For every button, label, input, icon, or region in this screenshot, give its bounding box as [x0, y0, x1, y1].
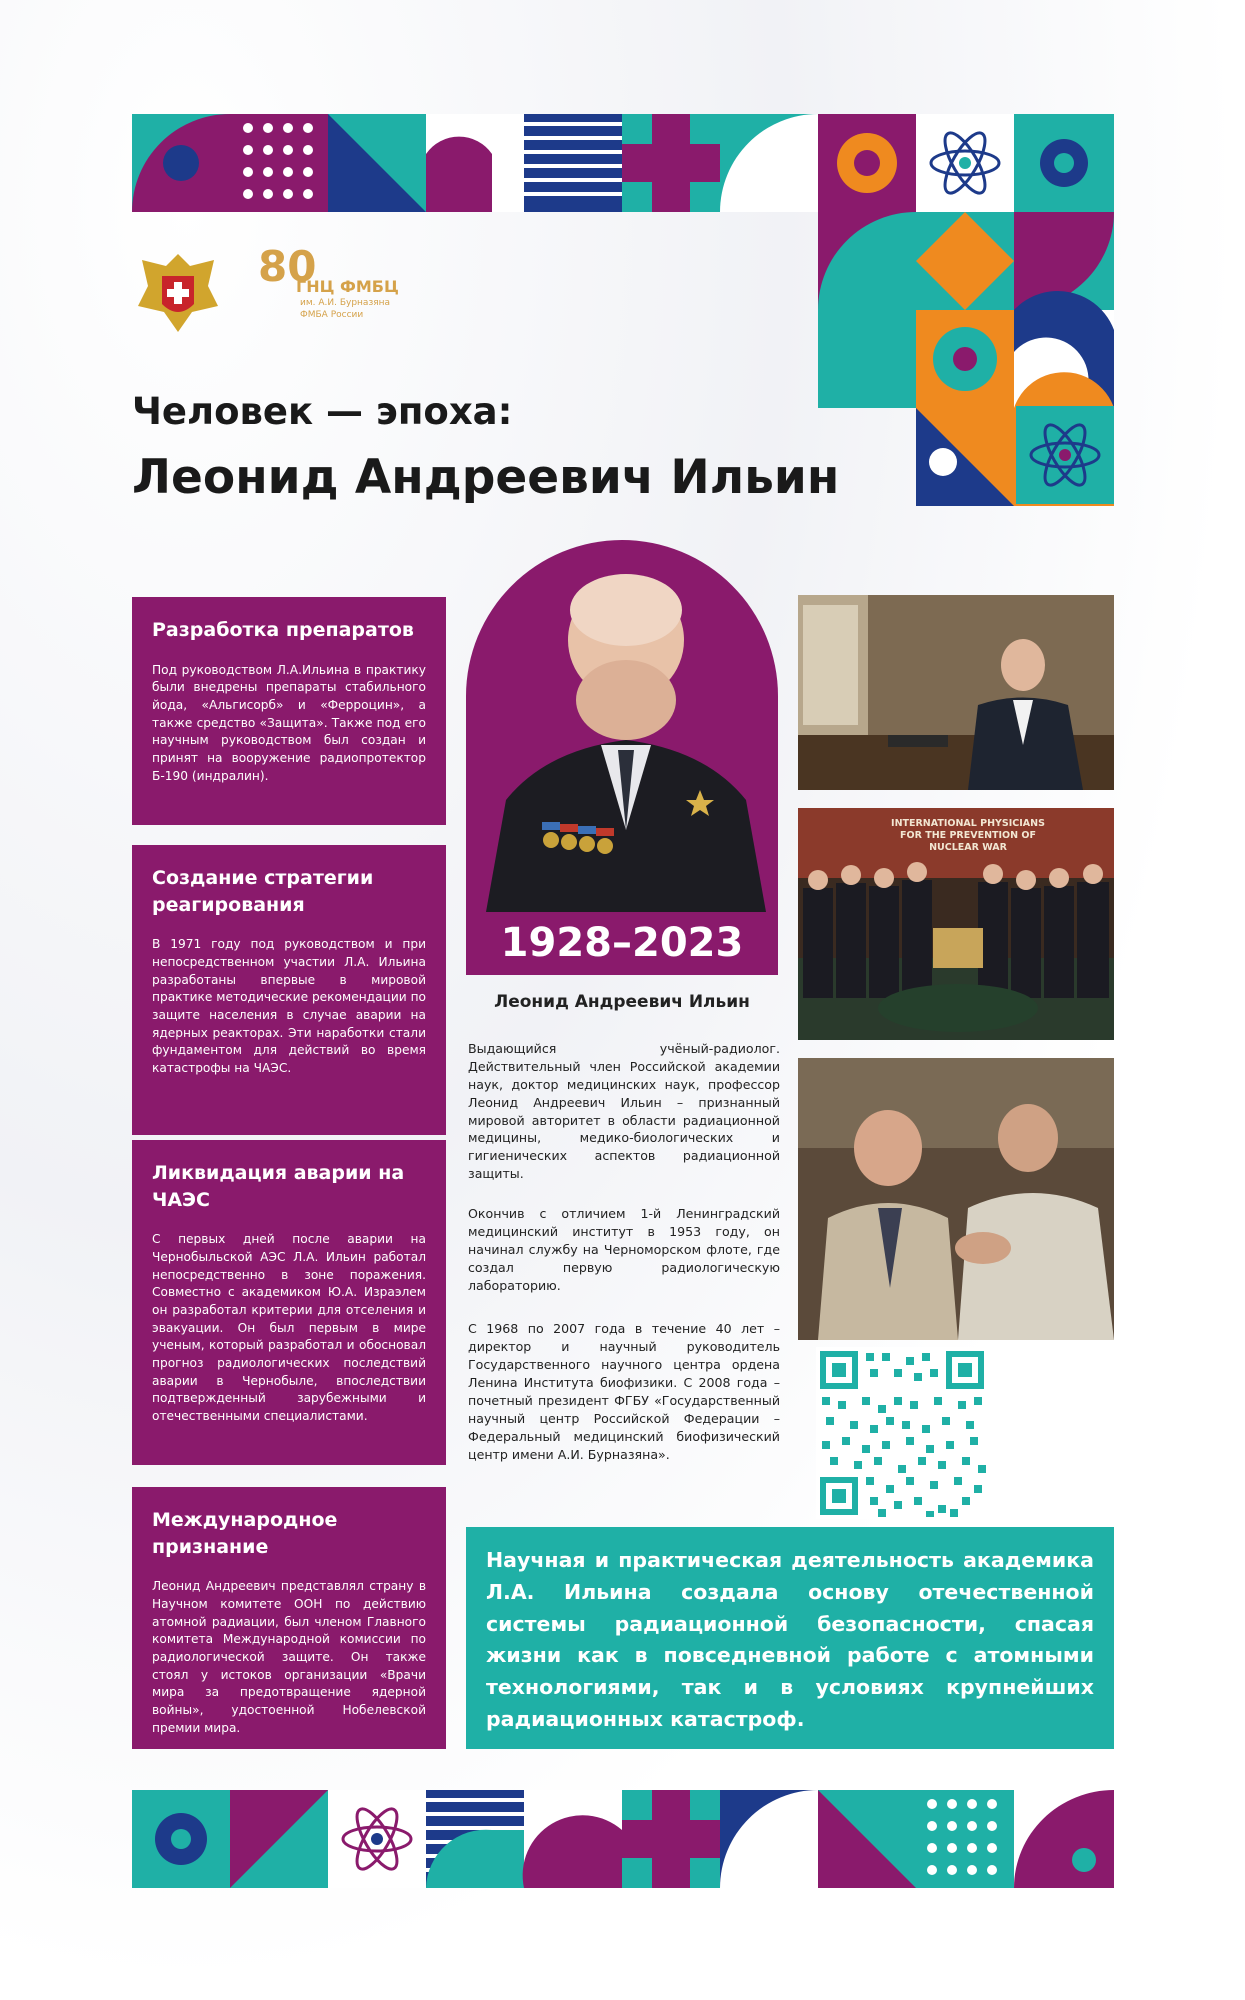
section-title: Создание стратегии реагирования [152, 867, 374, 916]
biography [468, 1040, 780, 1485]
logo-number: 80 [258, 242, 317, 291]
top-pattern-band [132, 114, 1114, 212]
photo-conversation [798, 1058, 1114, 1340]
photo-group [798, 808, 1114, 1040]
portrait-photo [466, 540, 778, 912]
section-text: Леонид Андреевич представлял страну в Научном комитете ООН по действию атомной радиации, был членом Главного комитета Международной комиссии по радиологической защите. Он также стоял у истоков организации «Врачи мира за предотвращение ядерной войны», удостоенной Нобелевской премии мира. [152, 1579, 426, 1735]
atom-icon [1016, 406, 1114, 504]
section-title: Международное признание [152, 1509, 338, 1558]
photo-banner-text: INTERNATIONAL PHYSICIANS FOR THE PREVENTION OF NUCLEAR WAR [891, 818, 1045, 853]
bio-paragraph: Окончив с отличием 1-й Ленинградский медицинский институт в 1953 году, он начинал службу на Черноморском флоте, где создал первую радиологическую лабораторию. [468, 1206, 780, 1293]
right-atom-tile [1016, 406, 1114, 504]
bio-paragraph: Выдающийся учёный-радиолог. Действительный член Российской академии наук, доктор медицинских наук, профессор Леонид Андреевич Ильин – признанный мировой авторитет в области радиационной медицины, медико-биологических и гигиенических аспектов радиационной защиты. [468, 1041, 780, 1182]
portrait-caption: Леонид Андреевич Ильин [494, 992, 750, 1012]
section-title: Ликвидация аварии на ЧАЭС [152, 1162, 405, 1211]
section-box-strategy [132, 845, 446, 1135]
page-title: Леонид Андреевич Ильин [132, 450, 840, 505]
section-text: С первых дней после аварии на Чернобыльской АЭС Л.А. Ильин работал непосредственно в зоне поражения. Совместно с академиком Ю.А. Израэлем он разработал критерии для отселения и эвакуации. Он был первым в мире ученым, который разработал и обосновал прогноз радиологических последствий аварии в Чернобыле, впоследствии подтвержденный зарубежными и отечественными специалистами. [152, 1232, 426, 1424]
section-text: В 1971 году под руководством и при непосредственном участии Л.А. Ильина разработаны впервые в мировой практике методические рекомендации по защите населения в случае аварии на ядерных реакторах. Эти наработки стали фундаментом для действий во время катастрофы на ЧАЭС. [152, 937, 426, 1075]
coat-of-arms-logo [132, 246, 224, 338]
years-label: 1928–2023 [500, 920, 744, 966]
section-box-recognition [132, 1487, 446, 1749]
section-text: Под руководством Л.А.Ильина в практику были внедрены препараты стабильного йода, «Альгисорб» и «Ферроцин», а также средство «Защита». Также под его научным руководством был создан и принят на вооружение радиопротектор Б-190 (индралин). [152, 662, 426, 783]
logo-org: ГНЦ ФМБЦ [296, 277, 399, 296]
office-photo [798, 595, 1114, 790]
photo-office [798, 595, 1114, 790]
page-subtitle: Человек — эпоха: [132, 390, 513, 433]
qr-code[interactable] [816, 1347, 988, 1519]
logo-org-line3: ФМБА России [300, 310, 364, 320]
geometric-pattern-bottom [132, 1790, 1114, 1888]
bottom-pattern-band [132, 1790, 1114, 1888]
fmbc-80-logo [258, 242, 408, 336]
section-title: Разработка препаратов [152, 619, 414, 641]
qr-code-graphic [816, 1347, 988, 1519]
bio-paragraph: С 1968 по 2007 года в течение 40 лет – директор и научный руководитель Государственного научного центра ордена Ленина Института биофизики. С 2008 года – почетный президент ФГБУ «Государственный научный центр Российской Федерации – Федеральный медицинский биофизический центр имени А.И. Бурназяна». [468, 1321, 780, 1462]
geometric-pattern-top [132, 114, 1114, 212]
logo-org-line2: им. А.И. Бурназяна [300, 298, 391, 308]
section-box-drugs [132, 597, 446, 825]
conversation-photo [798, 1058, 1114, 1340]
portrait-arch [466, 540, 778, 975]
emblem-icon [132, 246, 224, 338]
summary-quote: Научная и практическая деятельность академика Л.А. Ильина создала основу отечественной системы радиационной безопасности, спасая жизни как в повседневной работе с атомными технологиями, так и в условиях крупнейших радиационных катастроф. [466, 1527, 1114, 1749]
section-box-chernobyl [132, 1140, 446, 1465]
